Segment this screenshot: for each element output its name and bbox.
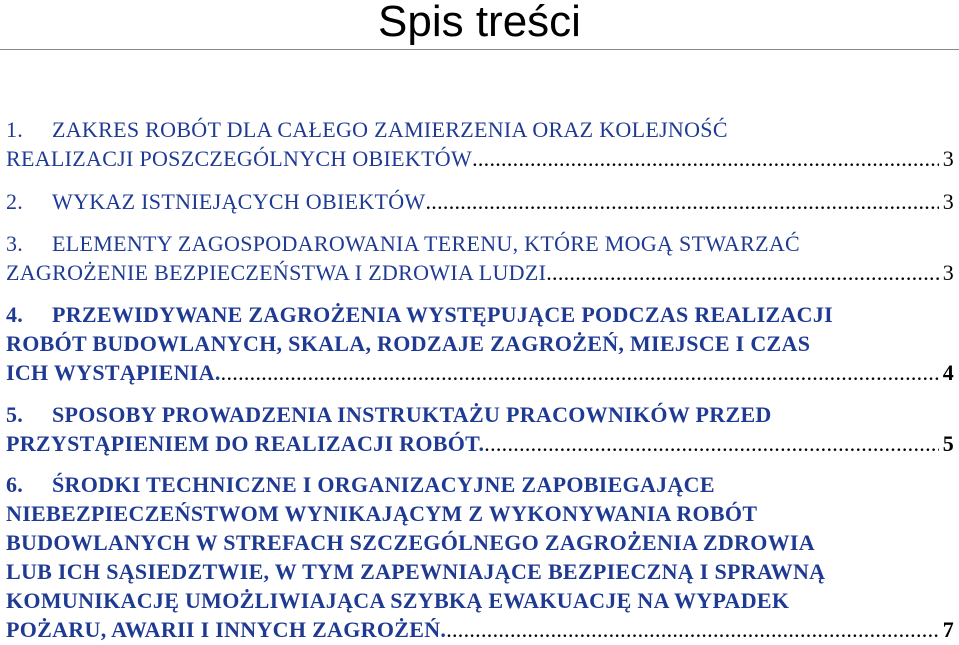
toc-page-number: 3 (942, 260, 954, 285)
title-divider (0, 49, 959, 50)
toc-entry-text: NIEBEZPIECZEŃSTWOM WYNIKAJĄCYM Z WYKONYWANIA ROBÓT (6, 501, 758, 526)
toc-entry-3[interactable] (6, 229, 954, 287)
toc-entry-text: LUB ICH SĄSIEDZTWIE, W TYM ZAPEWNIAJĄCE BEZPIECZNĄ I SPRAWNĄ (6, 559, 826, 584)
toc-leader-dots (546, 258, 938, 287)
toc-entry-number: 1. (6, 117, 24, 142)
toc-entry-line (6, 358, 954, 387)
toc-entry-text: ELEMENTY ZAGOSPODAROWANIA TERENU, KTÓRE MOGĄ STWARZAĆ (52, 231, 800, 256)
toc-entry-line (6, 229, 954, 258)
toc-entry-text: BUDOWLANYCH W STREFACH SZCZEGÓLNEGO ZAGROŻENIA ZDROWIA (6, 530, 815, 555)
toc-page-number: 7 (942, 617, 954, 642)
toc-leader-dots (426, 187, 939, 216)
toc-entry-text: ZAKRES ROBÓT DLA CAŁEGO ZAMIERZENIA ORAZ KOLEJNOŚĆ (52, 117, 728, 142)
toc-entry-text: ROBÓT BUDOWLANYCH, SKALA, RODZAJE ZAGROŻEŃ, MIEJSCE I CZAS (6, 331, 811, 356)
toc-entry-text (6, 187, 426, 216)
toc-entry-number: 6. (6, 472, 24, 497)
toc-entry-line (6, 300, 954, 329)
toc-entry-title: WYKAZ ISTNIEJĄCYCH OBIEKTÓW (52, 189, 426, 214)
toc-page-number: 3 (942, 189, 954, 214)
toc-entry-line (6, 187, 954, 216)
toc-entry-text: ŚRODKI TECHNICZNE I ORGANIZACYJNE ZAPOBIEGAJĄCE (52, 472, 715, 497)
toc-entry-number: 2. (6, 189, 24, 214)
toc-entry-5[interactable] (6, 400, 954, 458)
toc-entry-text: REALIZACJI POSZCZEGÓLNYCH OBIEKTÓW (6, 146, 473, 171)
toc-entry-text: PRZYSTĄPIENIEM DO REALIZACJI ROBÓT. (6, 431, 485, 456)
toc-page-number: 5 (942, 431, 954, 456)
toc-entry-text: POŻARU, AWARII I INNYCH ZAGROŻEŃ. (6, 617, 447, 642)
toc-page-number: 3 (942, 146, 954, 171)
toc-entry-line (6, 470, 954, 499)
toc-entry-4[interactable] (6, 300, 954, 387)
toc-entry-line (6, 115, 954, 144)
toc-entry-line (6, 586, 954, 615)
toc-entry-line (6, 329, 954, 358)
toc-entry-line (6, 144, 954, 173)
toc-entry-line (6, 615, 954, 644)
toc-entry-text: SPOSOBY PROWADZENIA INSTRUKTAŻU PRACOWNIKÓW PRZED (52, 402, 772, 427)
toc-entry-line (6, 258, 954, 287)
toc-entry-number: 4. (6, 302, 24, 327)
toc-entry-text: PRZEWIDYWANE ZAGROŻENIA WYSTĘPUJĄCE PODCZAS REALIZACJI (52, 302, 834, 327)
toc-page-number: 4 (942, 360, 954, 385)
toc-entry-1[interactable] (6, 115, 954, 173)
toc-entry-number: 3. (6, 231, 24, 256)
toc-entry-2[interactable] (6, 187, 954, 216)
toc-entry-number: 5. (6, 402, 24, 427)
page-title: Spis treści (378, 0, 581, 46)
toc-entry-line (6, 557, 954, 586)
toc-entry-text: KOMUNIKACJĘ UMOŻLIWIAJĄCA SZYBKĄ EWAKUACJĘ NA WYPADEK (6, 588, 790, 613)
toc-entry-line (6, 499, 954, 528)
toc-leader-dots (472, 144, 939, 173)
toc-entry-line (6, 528, 954, 557)
toc-leader-dots (221, 358, 939, 387)
toc-leader-dots (446, 615, 939, 644)
toc-entry-text: ZAGROŻENIE BEZPIECZEŃSTWA I ZDROWIA LUDZI (6, 260, 547, 285)
toc-leader-dots (484, 429, 938, 458)
toc-entry-line (6, 429, 954, 458)
toc-entry-6[interactable] (6, 470, 954, 644)
toc-entry-text: ICH WYSTĄPIENIA. (6, 360, 221, 385)
toc-entry-line (6, 400, 954, 429)
